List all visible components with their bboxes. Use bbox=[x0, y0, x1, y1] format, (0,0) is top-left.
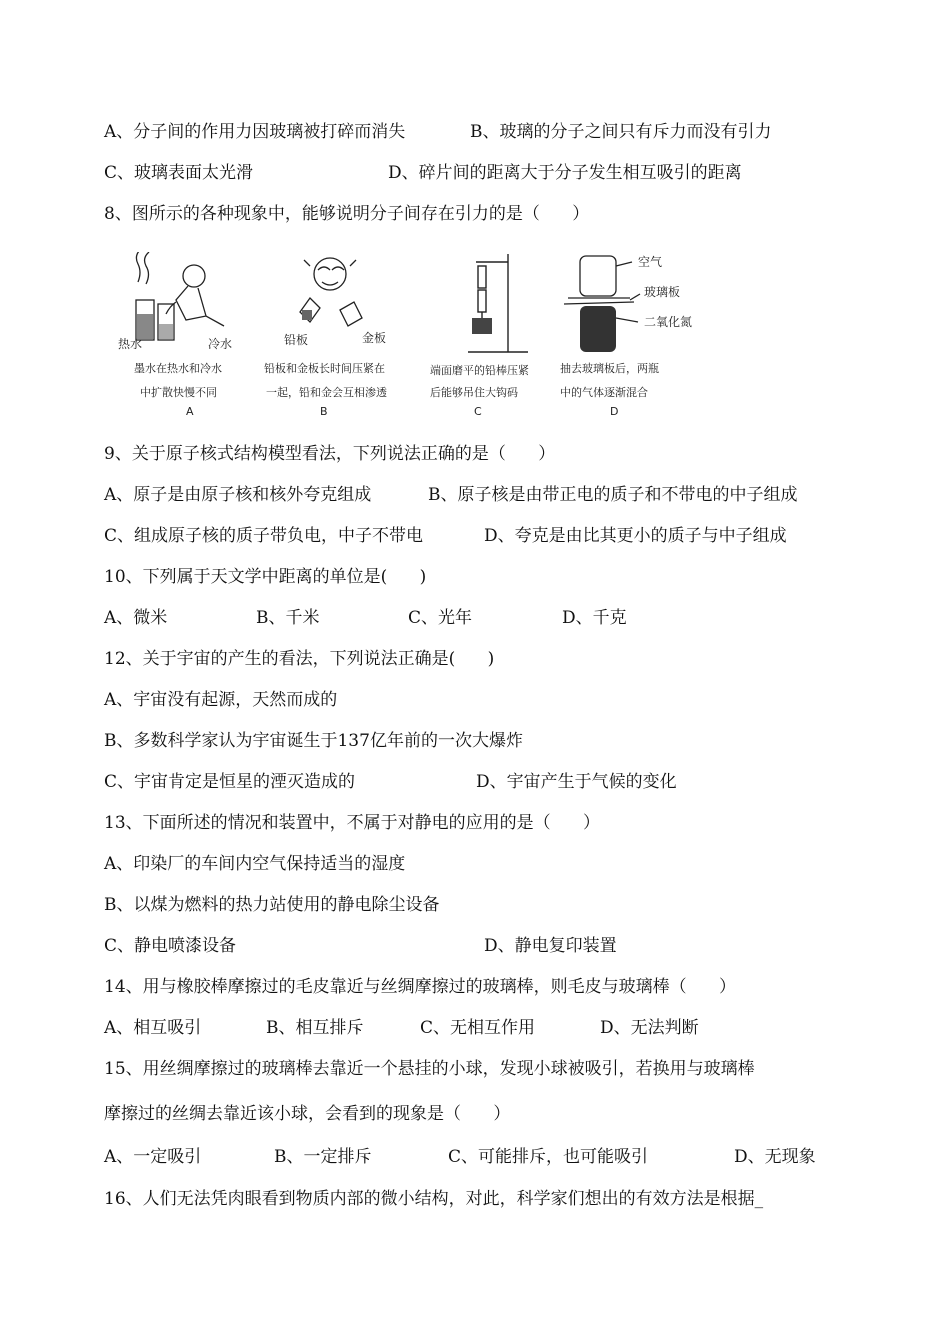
q14-option-c: C、无相互作用 bbox=[420, 1018, 536, 1038]
q7-option-b: B、玻璃的分子之间只有斥力而没有引力 bbox=[470, 122, 772, 142]
q13-option-d: D、静电复印装置 bbox=[484, 936, 617, 956]
q12-option-b: B、多数科学家认为宇宙诞生于137亿年前的一次大爆炸 bbox=[104, 731, 523, 751]
q10-option-a: A、微米 bbox=[104, 608, 168, 628]
label-air: 空气 bbox=[638, 255, 663, 269]
q14-option-d: D、无法判断 bbox=[600, 1018, 699, 1038]
q12-stem: 12、关于宇宙的产生的看法，下列说法正确是( ) bbox=[104, 649, 495, 669]
q14-option-b: B、相互排斥 bbox=[266, 1018, 364, 1038]
figure-a-caption-1: 墨水在热水和冷水 bbox=[134, 362, 222, 375]
q12-option-c: C、宇宙肯定是恒星的湮灭造成的 bbox=[104, 772, 356, 792]
q13-option-a: A、印染厂的车间内空气保持适当的湿度 bbox=[104, 854, 406, 874]
figure-c bbox=[428, 252, 538, 418]
q8-stem: 8、图所示的各种现象中，能够说明分子间存在引力的是（ ） bbox=[104, 204, 590, 224]
figure-a-caption-2: 中扩散快慢不同 bbox=[140, 386, 217, 399]
q13-stem: 13、下面所述的情况和装置中，不属于对静电的应用的是（ ） bbox=[104, 813, 601, 833]
q15-stem-line-2: 摩擦过的丝绸去靠近该小球，会看到的现象是（ ） bbox=[104, 1104, 511, 1124]
q12-option-a: A、宇宙没有起源，天然而成的 bbox=[104, 690, 338, 710]
q9-option-c: C、组成原子核的质子带负电，中子不带电 bbox=[104, 526, 424, 546]
q9-stem: 9、关于原子核式结构模型看法，下列说法正确的是（ ） bbox=[104, 444, 556, 464]
figure-b-caption-1: 铅板和金板长时间压紧在 bbox=[264, 362, 385, 375]
q7-option-c: C、玻璃表面太光滑 bbox=[104, 163, 254, 183]
label-nitrogen-dioxide: 二氧化氮 bbox=[644, 315, 693, 329]
q14-stem: 14、用与橡胶棒摩擦过的毛皮靠近与丝绸摩擦过的玻璃棒，则毛皮与玻璃棒（ ） bbox=[104, 977, 737, 997]
q7-option-d: D、碎片间的距离大于分子发生相互吸引的距离 bbox=[388, 163, 742, 183]
figure-b bbox=[264, 252, 410, 418]
q15-option-b: B、一定排斥 bbox=[274, 1147, 372, 1167]
figure-c-caption-2: 后能够吊住大钩码 bbox=[430, 386, 518, 399]
label-cold-water: 冷水 bbox=[208, 337, 233, 351]
lead-rod-illustration bbox=[428, 252, 538, 357]
q10-option-b: B、千米 bbox=[256, 608, 320, 628]
label-glass-plate: 玻璃板 bbox=[644, 285, 681, 299]
figure-d bbox=[560, 252, 693, 418]
diffusion-illustration bbox=[128, 252, 258, 352]
label-gold-plate: 金板 bbox=[362, 331, 387, 345]
q15-option-c: C、可能排斥，也可能吸引 bbox=[448, 1147, 649, 1167]
q9-option-d: D、夸克是由比其更小的质子与中子组成 bbox=[484, 526, 787, 546]
label-hot-water: 热水 bbox=[118, 337, 143, 351]
q12-option-d: D、宇宙产生于气候的变化 bbox=[476, 772, 677, 792]
q16-stem: 16、人们无法凭肉眼看到物质内部的微小结构，对此，科学家们想出的有效方法是根据_ bbox=[104, 1189, 764, 1209]
figure-d-letter: D bbox=[610, 405, 619, 418]
q10-option-c: C、光年 bbox=[408, 608, 473, 628]
figure-a bbox=[118, 252, 258, 418]
q7-option-a: A、分子间的作用力因玻璃被打碎而消失 bbox=[104, 122, 406, 142]
figure-d-caption-2: 中的气体逐渐混合 bbox=[560, 386, 648, 399]
q9-option-b: B、原子核是由带正电的质子和不带电的中子组成 bbox=[428, 485, 798, 505]
figure-b-caption-2: 一起，铅和金会互相渗透 bbox=[266, 386, 387, 399]
q15-option-d: D、无现象 bbox=[734, 1147, 816, 1167]
figure-c-letter: C bbox=[474, 405, 482, 418]
q14-option-a: A、相互吸引 bbox=[104, 1018, 202, 1038]
q9-option-a: A、原子是由原子核和核外夸克组成 bbox=[104, 485, 372, 505]
figure-a-letter: A bbox=[186, 405, 194, 418]
q10-stem: 10、下列属于天文学中距离的单位是( ) bbox=[104, 567, 427, 587]
q13-option-b: B、以煤为燃料的热力站使用的静电除尘设备 bbox=[104, 895, 440, 915]
q15-stem-line-1: 15、用丝绸摩擦过的玻璃棒去靠近一个悬挂的小球，发现小球被吸引，若换用与玻璃棒 bbox=[104, 1059, 755, 1079]
figure-d-caption-1: 抽去玻璃板后，两瓶 bbox=[560, 362, 659, 375]
gas-jars-illustration bbox=[560, 252, 693, 357]
q13-option-c: C、静电喷漆设备 bbox=[104, 936, 237, 956]
label-lead-plate: 铅板 bbox=[284, 333, 309, 347]
figure-c-caption-1: 端面磨平的铅棒压紧 bbox=[430, 364, 529, 377]
q10-option-d: D、千克 bbox=[562, 608, 627, 628]
figure-b-letter: B bbox=[320, 405, 328, 418]
q15-option-a: A、一定吸引 bbox=[104, 1147, 202, 1167]
